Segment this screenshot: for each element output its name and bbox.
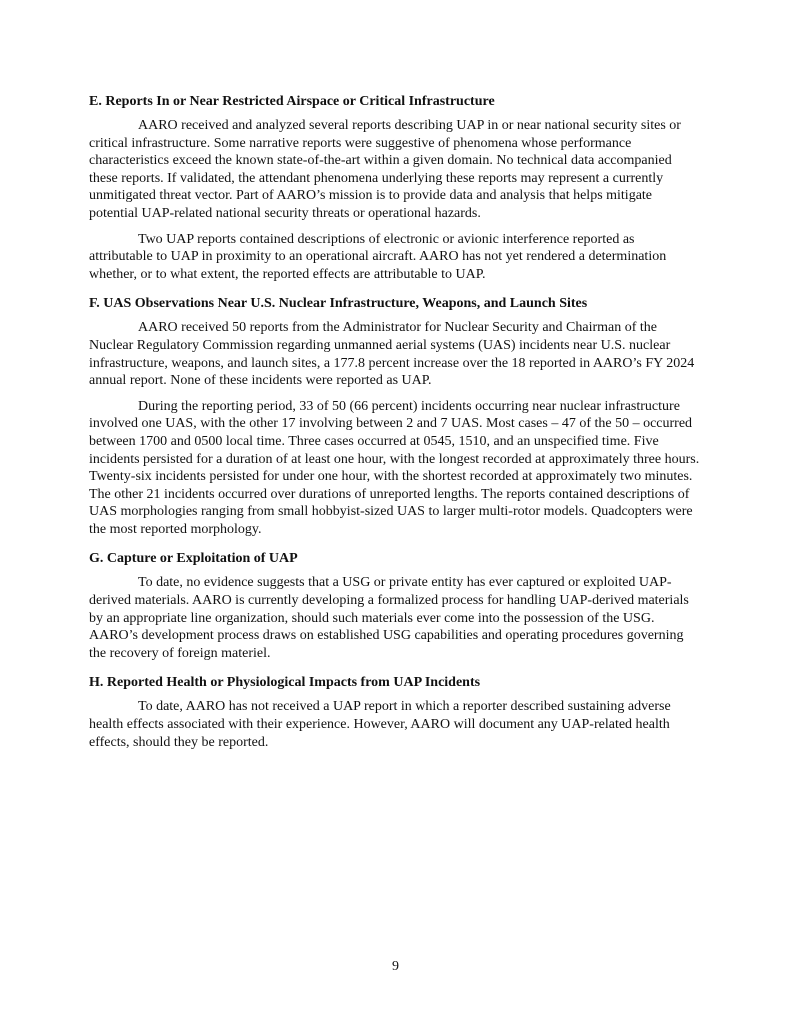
section-heading-h: H. Reported Health or Physiological Impacts from UAP Incidents: [89, 675, 481, 691]
section-heading-g: G. Capture or Exploitation of UAP: [89, 551, 298, 567]
section-e-paragraph-1: AARO received and analyzed several reports describing UAP in or near national security sites or critical infrastructure. Some narrative reports were suggestive of phenomena whose performance characteristics exceed the known state-of-the-art within a given domain. No technical data accompanied these reports. If validated, the attendant phenomena underlying these reports may represent a currently unmitigated threat vector. Part of AARO’s mission is to provide data and analysis that helps mitigate potential UAP-related national security threats or operational hazards.: [89, 118, 681, 221]
section-f-paragraph-1: AARO received 50 reports from the Administrator for Nuclear Security and Chairman of the Nuclear Regulatory Commission regarding unmanned aerial systems (UAS) incidents near U.S. nuclear infrastructure, weapons, and launch sites, a 177.8 percent increase over the 18 reported in AARO’s FY 2024 annual report. None of these incidents were reported as UAP.: [89, 320, 695, 389]
section-g: [89, 550, 701, 662]
section-e: [89, 93, 701, 283]
document-body: [89, 93, 701, 763]
section-heading-f: F. UAS Observations Near U.S. Nuclear Infrastructure, Weapons, and Launch Sites: [89, 296, 588, 312]
section-h-paragraph-1: To date, AARO has not received a UAP report in which a reporter described sustaining adverse health effects associated with their experience. However, AARO will document any UAP-related health effects, should they be reported.: [89, 699, 671, 750]
page-number: 9: [392, 959, 399, 974]
section-g-paragraph-1: To date, no evidence suggests that a USG or private entity has ever captured or exploited UAP-derived materials. AARO is currently developing a formalized process for handling UAP-derived materials by an appropriate line organization, should such materials ever come into the possession of the USG. AARO’s development process draws on established USG capabilities and operating procedures governing the recovery of foreign materiel.: [89, 575, 689, 661]
section-e-paragraph-2: Two UAP reports contained descriptions of electronic or avionic interference reported as attributable to UAP in proximity to an operational aircraft. AARO has not yet rendered a determination whether, or to what extent, the reported effects are attributable to UAP.: [89, 231, 667, 282]
section-f: [89, 295, 701, 538]
section-heading-e: E. Reports In or Near Restricted Airspace or Critical Infrastructure: [89, 94, 495, 109]
section-f-paragraph-2: During the reporting period, 33 of 50 (66 percent) incidents occurring near nuclear infrastructure involved one UAS, with the other 17 involving between 2 and 7 UAS. Most cases – 47 of the 50 – occurred between 1700 and 0500 local time. Three cases occurred at 0545, 1510, and an unspecified time. Five incidents persisted for a duration of at least one hour, with the longest recorded at approximately three hours. Twenty-six incidents persisted for under one hour, with the shortest recorded at approximately two minutes. The other 21 incidents occurred over durations of unreported lengths. The reports contained descriptions of UAS morphologies ranging from small hobbyist-sized UAS to larger multi-rotor models. Quadcopters were the most reported morphology.: [89, 398, 700, 537]
section-h: [89, 674, 701, 751]
